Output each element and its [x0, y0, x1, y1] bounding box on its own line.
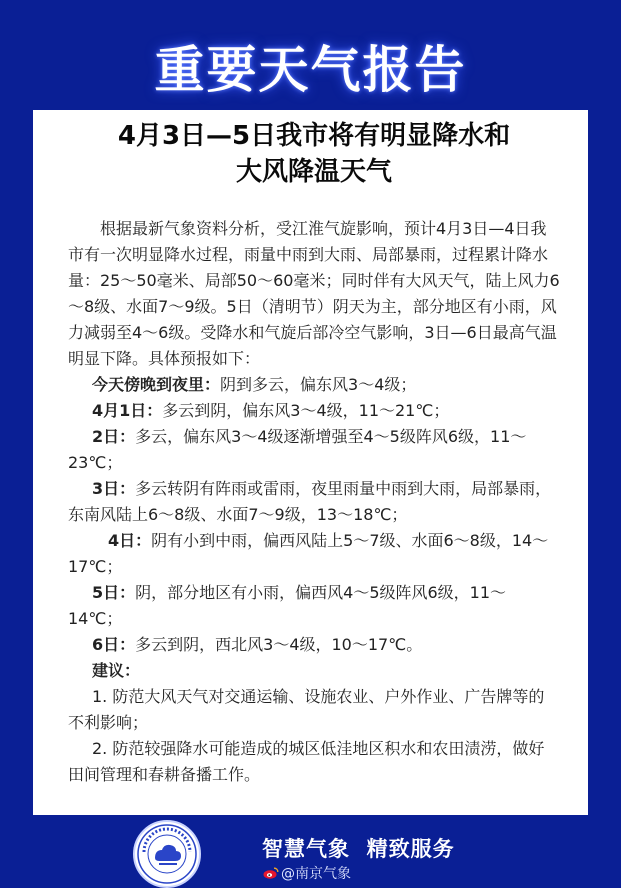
forecast-day-3 — [68, 476, 560, 528]
forecast-text: 多云到阴，偏东风3～4级，11～21℃； — [162, 401, 450, 420]
weibo-account: @南京气象 — [281, 866, 351, 882]
forecast-text: 多云，偏东风3～4级逐渐增强至4～5级阵风6级，11～23℃； — [68, 427, 527, 472]
forecast-day-2 — [68, 424, 560, 476]
forecast-day: 6日： — [92, 635, 136, 654]
forecast-text: 阴到多云，偏东风3～4级； — [220, 375, 417, 394]
forecast-apr-1 — [68, 398, 560, 424]
forecast-day: 今天傍晚到夜里： — [92, 375, 221, 394]
forecast-day: 3日： — [92, 479, 136, 498]
report-paper — [33, 110, 588, 815]
forecast-day: 5日： — [92, 583, 136, 602]
advice-item: 1. 防范大风天气对交通运输、设施农业、户外作业、广告牌等的不利影响； — [68, 687, 545, 732]
forecast-text: 多云到阴，西北风3～4级，10～17℃。 — [135, 635, 423, 654]
forecast-day: 2日： — [92, 427, 136, 446]
forecast-day-5 — [68, 580, 560, 632]
footer — [0, 815, 621, 887]
forecast-day-4 — [68, 528, 560, 580]
forecast-day: 4日： — [108, 531, 152, 550]
advice-title: 建议： — [92, 661, 141, 680]
forecast-text: 阴，部分地区有小雨，偏西风4～5级阵风6级，11～14℃； — [68, 583, 507, 628]
forecast-day: 4月1日： — [92, 401, 163, 420]
headline-line-2: 大风降温天气 — [235, 157, 392, 187]
headline-line-1: 4月3日—5日我市将有明显降水和 — [117, 121, 511, 151]
headline — [68, 118, 560, 190]
report-body — [68, 216, 560, 788]
banner-title: 重要天气报告 — [154, 41, 467, 99]
weibo-icon — [263, 867, 279, 879]
meteorological-bureau-seal-icon — [133, 820, 201, 888]
forecast-text: 阴有小到中雨，偏西风陆上5～7级、水面6～8级，14～17℃； — [68, 531, 549, 576]
weibo-credit[interactable] — [263, 863, 351, 883]
forecast-text: 多云转阴有阵雨或雷雨，夜里雨量中雨到大雨，局部暴雨，东南风陆上6～8级、水面7～9级，13～18℃； — [68, 479, 552, 524]
advice-item: 2. 防范较强降水可能造成的城区低洼地区积水和农田渍涝，做好田间管理和春耕备播工作。 — [68, 739, 545, 784]
forecast-day-6 — [68, 632, 560, 658]
intro-paragraph: 根据最新气象资料分析，受江淮气旋影响，预计4月3日—4日我市有一次明显降水过程，雨量中雨到大雨、局部暴雨，过程累计降水量：25～50毫米、局部50～60毫米；同时伴有大风天气，陆上风力6～8级、水面7～9级。5日（清明节）阴天为主，部分地区有小雨，风力减弱至4～6级。受降水和气旋后部冷空气影响，3日—6日最高气温明显下降。具体预报如下： — [68, 219, 560, 368]
forecast-tonight — [68, 372, 560, 398]
slogan: 智慧气象 精致服务 — [262, 837, 455, 861]
